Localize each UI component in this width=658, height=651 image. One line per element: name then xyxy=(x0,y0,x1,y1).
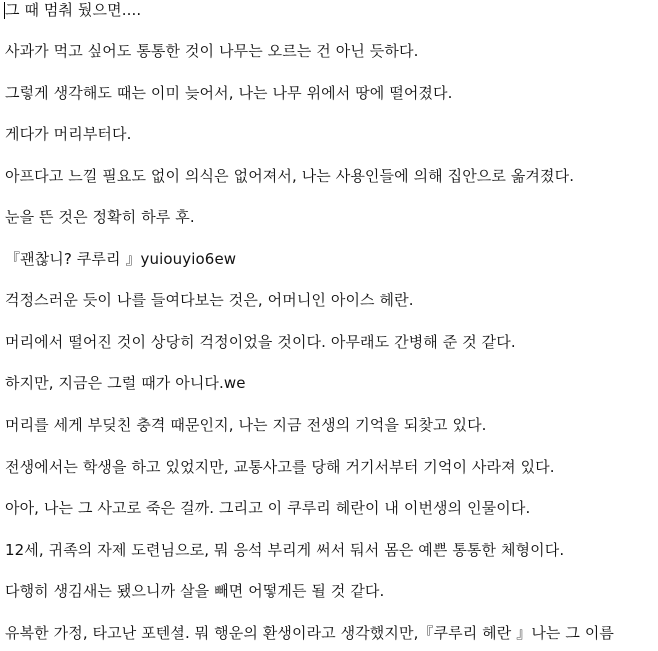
text-line: 머리를 세게 부딪친 충격 때문인지, 나는 지금 전생의 기억을 되찾고 있다. xyxy=(5,416,487,434)
text-line: 12세, 귀족의 자제 도련님으로, 뭐 응석 부리게 써서 둬서 몸은 예쁜 통통한 체형이다. xyxy=(5,541,565,559)
text-line: 전생에서는 학생을 하고 있었지만, 교통사고를 당해 거기서부터 기억이 사라져 있다. xyxy=(5,458,555,476)
text-line: 그렇게 생각해도 때는 이미 늦어서, 나는 나무 위에서 땅에 떨어졌다. xyxy=(5,84,453,102)
text-line: 머리에서 떨어진 것이 상당히 걱정이었을 것이다. 아무래도 간병해 준 것 같다. xyxy=(5,333,516,351)
text-line: 눈을 뜬 것은 정확히 하루 후. xyxy=(5,208,195,226)
text-line: 다행히 생김새는 됐으니까 살을 빼면 어떻게든 될 것 같다. xyxy=(5,582,385,600)
text-line: 사과가 먹고 싶어도 통통한 것이 나무는 오르는 건 아닌 듯하다. xyxy=(5,42,419,60)
text-line: 게다가 머리부터다. xyxy=(5,125,132,143)
text-line: 그 때 멈춰 뒀으면.... xyxy=(5,1,142,19)
text-line: 유복한 가정, 타고난 포텐셜. 뭐 행운의 환생이라고 생각했지만,『쿠루리 헤란 』나는 그 이름 xyxy=(5,624,615,642)
text-line: 『괜찮니? 쿠루리 』yuiouyio6ew xyxy=(5,250,237,268)
text-line: 아아, 나는 그 사고로 죽은 걸까. 그리고 이 쿠루리 헤란이 내 이번생의 인물이다. xyxy=(5,499,531,517)
text-line: 걱정스러운 듯이 나를 들여다보는 것은, 어머니인 아이스 헤란. xyxy=(5,291,414,309)
text-line: 아프다고 느낄 필요도 없이 의식은 없어져서, 나는 사용인들에 의해 집안으로 옮겨졌다. xyxy=(5,167,575,185)
text-line: 하지만, 지금은 그럴 때가 아니다.we xyxy=(5,374,246,392)
